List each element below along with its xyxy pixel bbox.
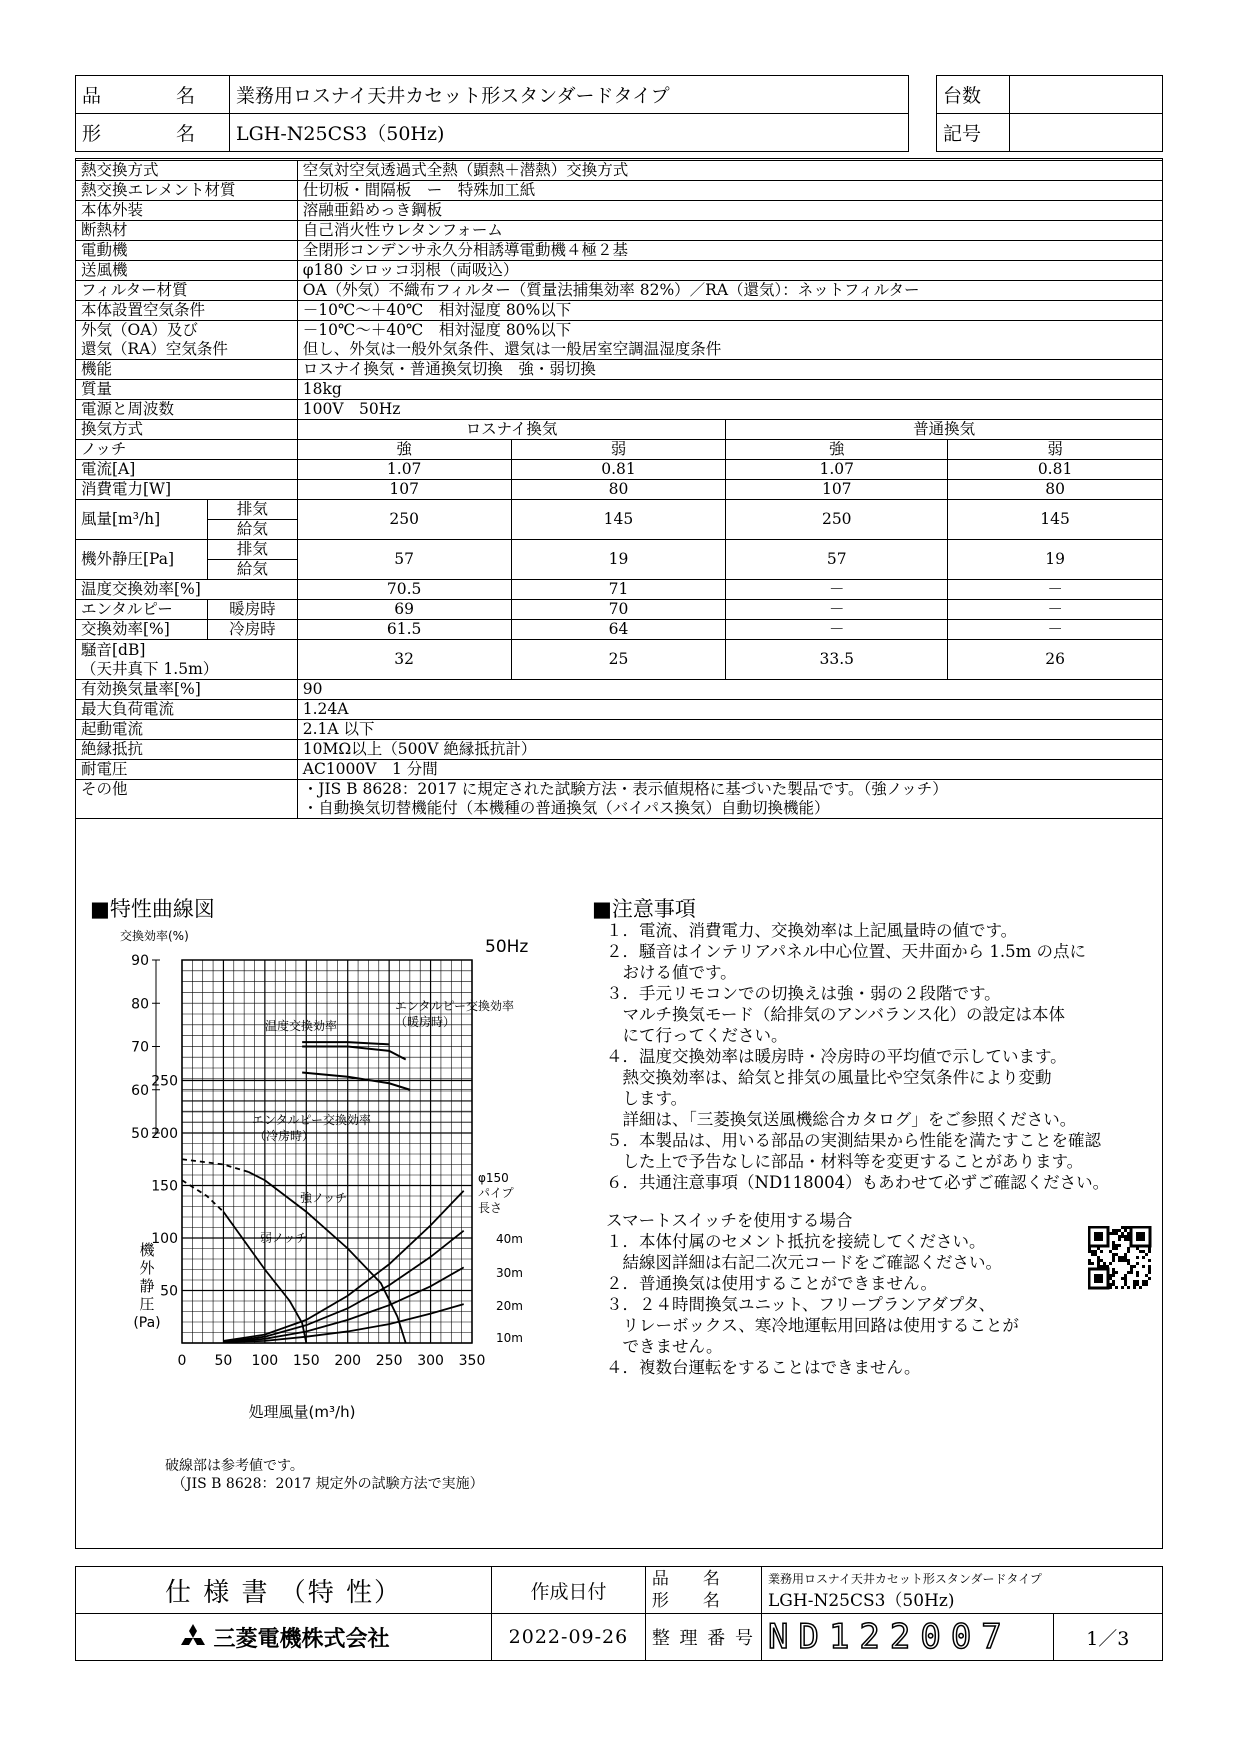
pressure-cell: 57 [297, 540, 511, 580]
specs2-label: 質量 [76, 380, 298, 400]
ylabel-char: 圧 [139, 1295, 155, 1313]
pressure-cell: 19 [948, 540, 1163, 580]
chart-footnote-1: 破線部は参考値です。 [165, 1458, 304, 1474]
qr-module [1148, 1268, 1151, 1271]
kigo-value [1010, 114, 1163, 152]
specs2-value: 18kg [297, 380, 1162, 400]
other-value: ・JIS B 8628：2017 に規定された試験方法・表示値規格に基づいた製品です。（強ノッチ） ・自動換気切替機能付（本機種の普通換気（バイパス換気）自動切換機能） [297, 780, 1162, 819]
temp-eff-cell: － [948, 580, 1163, 600]
qr-module [1112, 1271, 1115, 1274]
qr-module [1145, 1280, 1148, 1283]
noise-cell: 25 [511, 640, 726, 680]
specs-label: 熱交換方式 [76, 161, 298, 181]
qr-module [1133, 1280, 1136, 1283]
curve-エンタルピー交換効率（暖房時） [302, 1047, 406, 1060]
specs-label: 電動機 [76, 241, 298, 261]
qr-module [1142, 1250, 1145, 1253]
current-label: 電流[A] [76, 460, 298, 480]
qr-module [1121, 1235, 1124, 1238]
pressure-cell: 57 [726, 540, 948, 580]
label-20m: 20m [496, 1299, 523, 1313]
label-strong: 強ノッチ [300, 1191, 348, 1205]
qr-module [1124, 1235, 1127, 1238]
specs3-label: 起動電流 [76, 720, 298, 740]
qr-module [1094, 1250, 1097, 1253]
specs3-value: 1.24A [297, 700, 1162, 720]
qr-module [1133, 1286, 1136, 1289]
power-cell: 107 [726, 480, 948, 500]
seiri-label: 整 理 番 号 [645, 1614, 761, 1661]
ylabel-char: (Pa) [133, 1315, 161, 1331]
qr-module [1127, 1286, 1130, 1289]
qr-module [1148, 1271, 1151, 1274]
chart-section-title: ■特性曲線図 [90, 897, 215, 921]
qr-module [1136, 1256, 1139, 1259]
qr-module [1136, 1271, 1139, 1274]
specs-value: 溶融亜鉛めっき鋼板 [297, 201, 1162, 221]
notes-list [606, 920, 1109, 1193]
power-cell: 80 [511, 480, 726, 500]
enth-heat-cell: － [948, 600, 1163, 620]
other-label: その他 [76, 780, 298, 819]
qr-module [1112, 1280, 1115, 1283]
qr-module [1148, 1259, 1151, 1262]
qr-module [1100, 1259, 1103, 1262]
qr-module [1148, 1277, 1151, 1280]
qr-module [1142, 1283, 1145, 1286]
qr-module [1094, 1253, 1097, 1256]
notch-col: 弱 [511, 440, 726, 460]
qr-module [1088, 1259, 1091, 1262]
qr-code-icon[interactable] [1088, 1226, 1152, 1290]
qr-module [1112, 1268, 1115, 1271]
ylabel-char: 静 [139, 1277, 155, 1295]
specs-label: 断熱材 [76, 221, 298, 241]
smart-notes [606, 1231, 1019, 1378]
enth-heat-cell: － [726, 600, 948, 620]
enth-cool-cell: － [948, 620, 1163, 640]
airflow-cell: 250 [297, 500, 511, 540]
qr-module [1133, 1265, 1136, 1268]
qr-module [1145, 1283, 1148, 1286]
qr-module [1115, 1244, 1118, 1247]
curve-温度交換効率 [302, 1042, 389, 1044]
qr-module [1088, 1250, 1091, 1253]
spec-table [75, 160, 1163, 819]
qr-module [1142, 1256, 1145, 1259]
chart-ylabel-top: 交換効率(%) [120, 929, 189, 943]
qr-module [1103, 1262, 1106, 1265]
power-cell: 107 [297, 480, 511, 500]
qr-module [1112, 1232, 1115, 1235]
enth-cool-cell: － [726, 620, 948, 640]
daisu-value [1010, 76, 1163, 114]
mitsubishi-logo-icon [178, 1624, 208, 1650]
qr-module [1112, 1256, 1115, 1259]
qr-module [1118, 1256, 1121, 1259]
eff-tick-label: 80 [131, 996, 149, 1013]
label-pipe1: φ150 [478, 1171, 509, 1185]
characteristic-chart [90, 920, 570, 1440]
daisu-label: 台数 [937, 76, 1010, 114]
smart-note-line: ２．普通換気は使用することができません。 [606, 1274, 937, 1293]
specs3-value: 90 [297, 680, 1162, 700]
enth-heat-cell: 69 [297, 600, 511, 620]
curve-強ノッチ参考 [182, 1159, 248, 1172]
x-tick-label: 300 [417, 1353, 444, 1369]
page-number: 1／3 [1053, 1614, 1162, 1661]
qr-module [1136, 1262, 1139, 1265]
qr-module [1124, 1283, 1127, 1286]
mode-label: 換気方式 [76, 420, 298, 440]
specs-value: 仕切板・間隔板 ー 特殊加工紙 [297, 181, 1162, 201]
specs-value: 空気対空気透過式全熱（顕熱＋潜熱）交換方式 [297, 161, 1162, 181]
katamei-label: 形 名 [76, 114, 230, 152]
pressure-label: 機外静圧[Pa] [76, 540, 208, 580]
smart-note-line: １．本体付属のセメント抵抗を接続してください。 [606, 1232, 986, 1251]
qr-module [1124, 1253, 1127, 1256]
qr-module [1127, 1250, 1130, 1253]
mode-lossnay: ロスナイ換気 [297, 420, 726, 440]
created-date: 2022-09-26 [492, 1614, 646, 1661]
qr-module [1097, 1262, 1100, 1265]
footer-name-labels: 品 名 形 名 [645, 1567, 761, 1614]
enth-label1: エンタルピー [76, 600, 208, 620]
qr-module [1136, 1283, 1139, 1286]
qr-finder-core [1094, 1274, 1103, 1283]
qr-module [1115, 1229, 1118, 1232]
qr-module [1148, 1250, 1151, 1253]
qr-module [1121, 1277, 1124, 1280]
qr-module [1148, 1265, 1151, 1268]
specs3-label: 有効換気量率[%] [76, 680, 298, 700]
note-line: マルチ換気モード（給排気のアンバランス化）の設定は本体 [606, 1005, 1066, 1024]
eff-tick-label: 50 [131, 1126, 149, 1142]
noise-label: 騒音[dB] （天井真下 1.5m） [76, 640, 298, 680]
qr-module [1127, 1259, 1130, 1262]
curve-40m [223, 1191, 463, 1341]
current-cell: 0.81 [511, 460, 726, 480]
airflow-cell: 145 [511, 500, 726, 540]
temp-eff-cell: － [726, 580, 948, 600]
current-cell: 1.07 [726, 460, 948, 480]
smart-title: スマートスイッチを使用する場合 [606, 1211, 853, 1230]
qr-module [1124, 1277, 1127, 1280]
specs-label: 熱交換エレメント材質 [76, 181, 298, 201]
specs-label: 本体設置空気条件 [76, 301, 298, 321]
note-line: 詳細は、「三菱換気送風機総合カタログ」をご参照ください。 [606, 1110, 1077, 1129]
note-line: した上で予告なしに部品・材料等を変更することがあります。 [606, 1152, 1084, 1171]
qr-module [1124, 1238, 1127, 1241]
qr-module [1112, 1283, 1115, 1286]
qr-module [1136, 1274, 1139, 1277]
note-line: 熱交換効率は、給気と排気の風量比や空気条件により変動 [606, 1068, 1052, 1087]
label-enth-heat1: エンタルピー交換効率 [395, 999, 515, 1013]
airflow-sub: 給気 [207, 520, 297, 540]
label-10m: 10m [496, 1331, 523, 1345]
temp-eff-cell: 71 [511, 580, 726, 600]
enth-cool-cell: 61.5 [297, 620, 511, 640]
company-name: 三菱電機株式会社 [213, 1626, 390, 1652]
x-tick-label: 150 [292, 1353, 320, 1369]
pa-tick-label: 200 [151, 1126, 178, 1142]
seiri-number: ND122007 [762, 1614, 1054, 1661]
x-tick-label: 100 [251, 1353, 279, 1369]
qr-module [1127, 1271, 1130, 1274]
company-cell [76, 1614, 492, 1661]
label-pipe2: パイプ [478, 1186, 514, 1200]
qr-module [1142, 1265, 1145, 1268]
qr-module [1121, 1232, 1124, 1235]
created-label: 作成日付 [492, 1567, 646, 1614]
airflow-cell: 145 [948, 500, 1163, 540]
airflow-label: 風量[m³/h] [76, 500, 208, 540]
pa-tick-label: 150 [151, 1178, 178, 1195]
qr-module [1142, 1280, 1145, 1283]
qr-module [1121, 1226, 1124, 1229]
qr-module [1091, 1262, 1094, 1265]
pressure-cell: 19 [511, 540, 726, 580]
label-weak: 弱ノッチ [260, 1231, 308, 1245]
qr-module [1109, 1250, 1112, 1253]
outdoor-cond-label: 外気（OA）及び 還気（RA）空気条件 [76, 321, 298, 360]
x-tick-label: 0 [177, 1353, 187, 1369]
qr-module [1145, 1274, 1148, 1277]
qr-module [1139, 1286, 1142, 1289]
chart-xlabel: 処理風量(m³/h) [248, 1403, 356, 1421]
qr-module [1139, 1250, 1142, 1253]
eff-tick-label: 90 [131, 953, 149, 969]
specs-label: フィルター材質 [76, 281, 298, 301]
specs3-label: 絶縁抵抗 [76, 740, 298, 760]
power-cell: 80 [948, 480, 1163, 500]
pressure-sub: 給気 [207, 560, 297, 580]
qr-module [1118, 1229, 1121, 1232]
specs-value: 全閉形コンデンサ永久分相誘導電動機４極２基 [297, 241, 1162, 261]
qr-module [1112, 1241, 1115, 1244]
qr-module [1136, 1280, 1139, 1283]
eff-tick-label: 60 [131, 1082, 149, 1099]
doc-title: 仕 様 書 （特 性） [76, 1567, 492, 1614]
enth-heat-cell: 70 [511, 600, 726, 620]
qr-module [1112, 1259, 1115, 1262]
qr-module [1112, 1247, 1115, 1250]
temp-eff-cell: 70.5 [297, 580, 511, 600]
specs3-label: 耐電圧 [76, 760, 298, 780]
chart-freq-label: 50Hz [485, 937, 529, 957]
katamei-value: LGH-N25CS3（50Hz) [230, 114, 909, 152]
temp-eff-label: 温度交換効率[%] [76, 580, 298, 600]
qr-module [1115, 1232, 1118, 1235]
chart-footnote-2: （JIS B 8628：2017 規定外の試験方法で実施） [172, 1476, 484, 1492]
label-enth-heat2: （暖房時） [395, 1015, 456, 1029]
notes-section-title: ■注意事項 [592, 897, 696, 921]
qr-module [1112, 1274, 1115, 1277]
label-enth-cool2: （冷房時） [254, 1129, 315, 1143]
smart-note-line: できません。 [606, 1337, 723, 1356]
pa-tick-label: 100 [151, 1231, 178, 1247]
noise-cell: 26 [948, 640, 1163, 680]
specs-label: 本体外装 [76, 201, 298, 221]
current-cell: 1.07 [297, 460, 511, 480]
qr-module [1115, 1247, 1118, 1250]
label-enth-cool1: エンタルピー交換効率 [252, 1113, 372, 1127]
qr-module [1091, 1250, 1094, 1253]
notch-col: 弱 [948, 440, 1163, 460]
airflow-sub: 排気 [207, 500, 297, 520]
hinmei-value: 業務用ロスナイ天井カセット形スタンダードタイプ [230, 76, 909, 114]
qr-module [1124, 1229, 1127, 1232]
note-line: ２．騒音はインテリアパネル中心位置、天井面から 1.5m の点に [606, 942, 1087, 961]
qr-module [1133, 1283, 1136, 1286]
pa-tick-label: 50 [160, 1283, 178, 1300]
pa-tick-label: 250 [151, 1073, 178, 1090]
x-tick-label: 250 [375, 1353, 403, 1369]
note-line: ３．手元リモコンでの切換えは強・弱の２段階です。 [606, 984, 1001, 1003]
qr-module [1124, 1280, 1127, 1283]
specs-value: OA（外気）不織布フィルター（質量法捕集効率 82%）／RA（還気）：ネットフィルター [297, 281, 1162, 301]
enth-cool-cell: 64 [511, 620, 726, 640]
power-label: 消費電力[W] [76, 480, 298, 500]
qr-module [1130, 1271, 1133, 1274]
qr-module [1091, 1253, 1094, 1256]
specs3-value: 2.1A 以下 [297, 720, 1162, 740]
mode-normal: 普通換気 [726, 420, 1163, 440]
enth-heat-label: 暖房時 [207, 600, 297, 620]
specs-label: 送風機 [76, 261, 298, 281]
label-40m: 40m [496, 1232, 523, 1246]
qr-module [1109, 1262, 1112, 1265]
qr-finder-core [1094, 1232, 1103, 1241]
smart-note-line: リレーボックス、寒冷地運転用回路は使用することが [606, 1316, 1019, 1335]
smart-note-line: ３．２４時間換気ユニット、フリープランアダプタ、 [606, 1295, 996, 1314]
current-cell: 0.81 [948, 460, 1163, 480]
specs2-value: ロスナイ換気・普通換気切換 強・弱切換 [297, 360, 1162, 380]
qr-module [1121, 1256, 1124, 1259]
qr-module [1115, 1271, 1118, 1274]
note-line: おける値です。 [606, 963, 737, 982]
pressure-sub: 排気 [207, 540, 297, 560]
x-tick-label: 200 [334, 1353, 362, 1369]
qr-module [1118, 1259, 1121, 1262]
qr-module [1100, 1250, 1103, 1253]
ylabel-char: 機 [139, 1241, 155, 1259]
specs-value: φ180 シロッコ羽根（両吸込） [297, 261, 1162, 281]
notch-label: ノッチ [76, 440, 298, 460]
specs2-label: 電源と周波数 [76, 400, 298, 420]
qr-finder-core [1136, 1232, 1145, 1241]
specs3-value: AC1000V 1 分間 [297, 760, 1162, 780]
curve-30m [223, 1231, 463, 1342]
qr-module [1097, 1256, 1100, 1259]
count-table [936, 75, 1163, 152]
note-line: ６．共通注意事項（ND118004）もあわせて必ずご確認ください。 [606, 1173, 1110, 1192]
smart-note-line: 結線図詳細は右記二次元コードをご確認ください。 [606, 1253, 1002, 1272]
qr-module [1121, 1286, 1124, 1289]
specs-value: 自己消火性ウレタンフォーム [297, 221, 1162, 241]
qr-module [1145, 1253, 1148, 1256]
qr-module [1124, 1256, 1127, 1259]
enth-cool-label: 冷房時 [207, 620, 297, 640]
qr-module [1118, 1235, 1121, 1238]
note-line: します。 [606, 1089, 688, 1108]
qr-module [1112, 1229, 1115, 1232]
qr-module [1127, 1262, 1130, 1265]
specs3-label: 最大負荷電流 [76, 700, 298, 720]
note-line: １．電流、消費電力、交換効率は上記風量時の値です。 [606, 921, 1018, 940]
qr-module [1130, 1268, 1133, 1271]
hinmei-label: 品 名 [76, 76, 230, 114]
qr-module [1118, 1244, 1121, 1247]
smart-note-line: ４．複数台運転をすることはできません。 [606, 1358, 921, 1377]
noise-cell: 32 [297, 640, 511, 680]
label-30m: 30m [496, 1266, 523, 1280]
enth-label2: 交換効率[%] [76, 620, 208, 640]
qr-module [1097, 1259, 1100, 1262]
noise-cell: 33.5 [726, 640, 948, 680]
qr-module [1124, 1274, 1127, 1277]
qr-module [1118, 1238, 1121, 1241]
x-tick-label: 350 [458, 1353, 486, 1369]
qr-module [1115, 1253, 1118, 1256]
curve-20m [223, 1267, 463, 1342]
qr-module [1115, 1286, 1118, 1289]
specs3-value: 10MΩ以上（500V 絶縁抵抗計） [297, 740, 1162, 760]
specs-value: －10℃～＋40℃ 相対湿度 80%以下 [297, 301, 1162, 321]
qr-module [1112, 1253, 1115, 1256]
qr-module [1112, 1244, 1115, 1247]
header-table [75, 75, 909, 152]
label-pipe3: 長さ [478, 1201, 503, 1215]
note-line: ５．本製品は、用いる部品の実測結果から性能を満たすことを確認 [606, 1131, 1101, 1150]
footer-name-values: 業務用ロスナイ天井カセット形スタンダードタイプ LGH-N25CS3（50Hz) [762, 1567, 1163, 1614]
label-temp: 温度交換効率 [265, 1019, 338, 1033]
specs2-value: 100V 50Hz [297, 400, 1162, 420]
x-tick-label: 50 [214, 1353, 233, 1369]
kigo-label: 記号 [937, 114, 1010, 152]
airflow-cell: 250 [726, 500, 948, 540]
qr-module [1121, 1259, 1124, 1262]
notch-col: 強 [726, 440, 948, 460]
note-line: ４．温度交換効率は暖房時・冷房時の平均値で示しています。 [606, 1047, 1067, 1066]
footer-table [75, 1566, 1163, 1661]
eff-tick-label: 70 [131, 1039, 149, 1056]
qr-module [1124, 1226, 1127, 1229]
ylabel-char: 外 [139, 1259, 155, 1277]
outdoor-cond-value: －10℃～＋40℃ 相対湿度 80%以下 但し、外気は一般外気条件、還気は一般居室空調温湿度条件 [297, 321, 1162, 360]
qr-module [1088, 1262, 1091, 1265]
qr-module [1130, 1265, 1133, 1268]
specs2-label: 機能 [76, 360, 298, 380]
qr-module [1124, 1259, 1127, 1262]
notch-col: 強 [297, 440, 511, 460]
note-line: にて行ってください。 [606, 1026, 788, 1045]
